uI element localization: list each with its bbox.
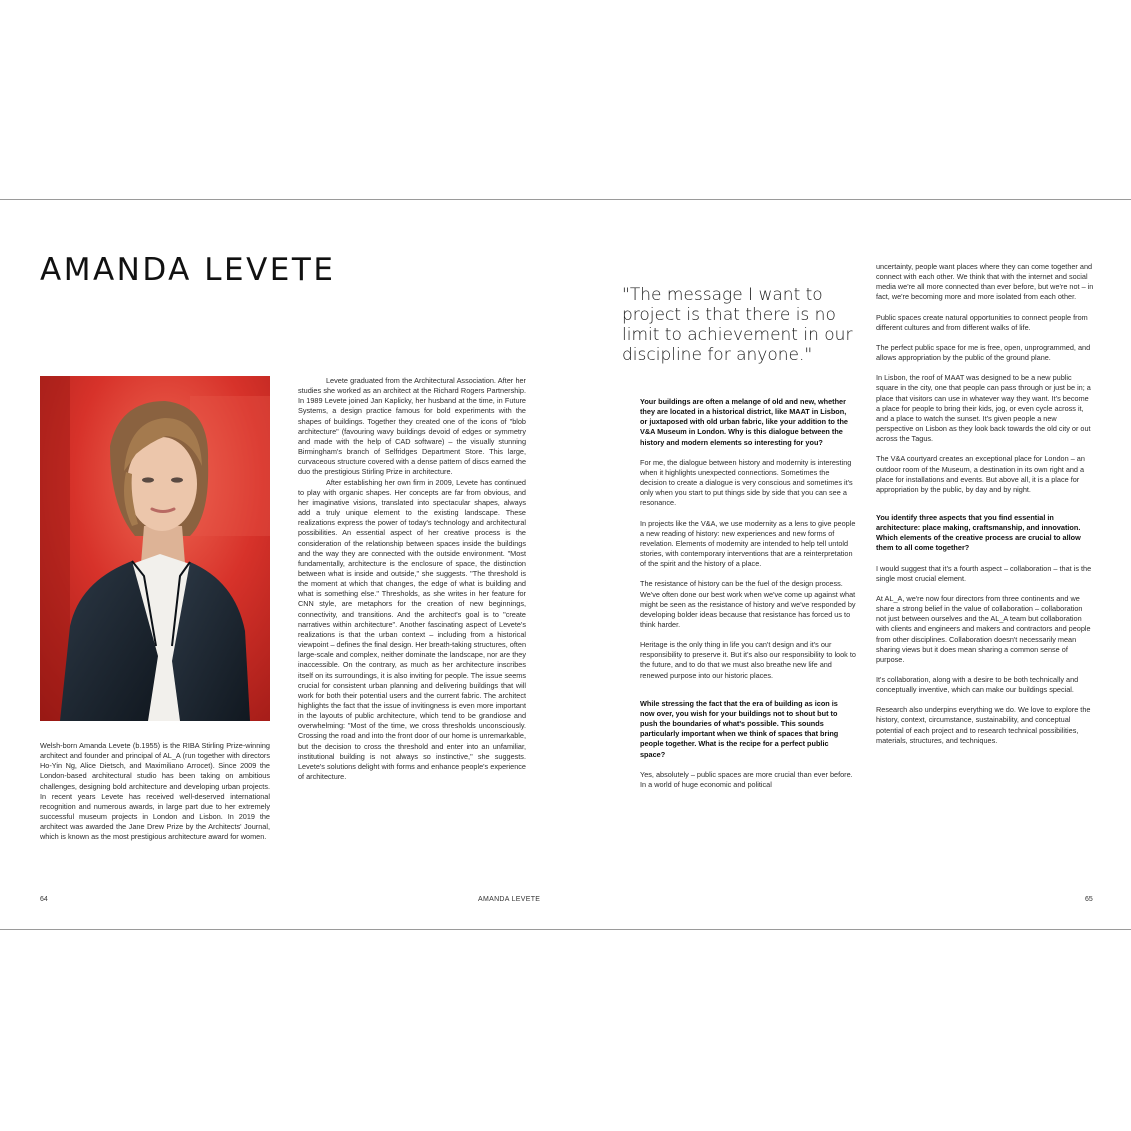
interview-answer: Public spaces create natural opportunities to connect people from different cultures and from different walks of life. bbox=[876, 312, 1088, 332]
interview-answer: The perfect public space for me is free, open, unprogrammed, and allows appropriation by the public of the ground plane. bbox=[876, 342, 1091, 363]
page-title: AMANDA LEVETE bbox=[40, 252, 336, 288]
interview-question: You identify three aspects that you find essential in architecture: place making, craftsmanship, and innovation. Which elements of the creative process are crucial to allow them to all come together? bbox=[876, 512, 1081, 553]
page-number-left: 64 bbox=[40, 896, 48, 903]
interview-answer: At AL_A, we're now four directors from three continents and we share a strong belief in the value of collaboration – collaboration not just between ourselves and the AL_A team but collaboration with clients and engineers and makers and contractors and people from other disciplines. Collaboration doesn't necessarily mean sharing views but it does mean sharing a common sense of purpose. bbox=[876, 593, 1091, 664]
top-rule bbox=[0, 199, 1131, 200]
article-column-4 bbox=[876, 262, 1094, 746]
bio-text bbox=[40, 741, 270, 843]
interview-question: Your buildings are often a melange of old and new, whether they are located in a historical district, like MAAT in Lisbon, or juxtaposed with old urban fabric, like your addition to the V&A Museum in London. Why is this dialogue between the history and modern elements so interesting for you? bbox=[640, 397, 848, 447]
bio-paragraph: Welsh-born Amanda Levete (b.1955) is the RIBA Stirling Prize-winning architect and founder and principal of AL_A (run together with directors Ho-Yin Ng, Alice Dietsch, and Maximiliano Arrocet). Since 2009 the London-based architectural studio has been taking on ambitious challenges, designing bold architecture and developing urban projects. In recent years Levete has received well-deserved international recognition and numerous awards, in large part due to her extremely successful museum projects in London and Lisbon. In 2019 the architect was awarded the Jane Drew Prize by the Architects' Journal, which is known as the most prestigious architecture award for women. bbox=[40, 741, 270, 842]
interview-answer: I would suggest that it's a fourth aspect – collaboration – that is the single most crucial element. bbox=[876, 563, 1092, 583]
page-number-right: 65 bbox=[1085, 896, 1093, 903]
interview-answer: For me, the dialogue between history and modernity is interesting when it highlights unexpected connections. Sometimes the decision to create a dialogue is very conscious and sometimes it's only when you start to put things side by side that you can see a resonance. bbox=[640, 457, 853, 508]
paragraph: Levete graduated from the Architectural Association. After her studies she worked as an architect at the Richard Rogers Partnership. In 1989 Levete joined Jan Kaplicky, her husband at the time, in Future Systems, a design practice famous for bold experiments with the shapes of buildings. Together they created one of the icons of "blob architecture" (favouring wavy buildings devoid of edges or symmetry and made with the help of CAD software) – the visually stunning Birmingham's branch of Selfridges Department Store. This large, curvaceous structure covered with a dense pattern of discs earned the duo the prestigious Stirling Prize in architecture. bbox=[298, 376, 526, 477]
interview-answer: Yes, absolutely – public spaces are more crucial than ever before. In a world of huge economic and political bbox=[640, 769, 853, 789]
interview-answer: It's collaboration, along with a desire to be both technically and conceptually inventive, which can make our buildings special. bbox=[876, 675, 1079, 695]
interview-answer: The resistance of history can be the fuel of the design process. We've often done our best work when we've come up against what might be seen as the resistance of history and we've responded by developing bolder ideas because that resistance has forced us to think harder. bbox=[640, 579, 856, 629]
interview-answer: In projects like the V&A, we use modernity as a lens to give people a new reading of history: new experiences and new forms of revelation. Elements of modernity are intended to help tell untold stories, with contemporary interventions that are a reinterpretation of the spirit and the history of a place. bbox=[640, 518, 856, 569]
bottom-rule bbox=[0, 929, 1131, 930]
interview-question: While stressing the fact that the era of building as icon is now over, you wish for your buildings not to shout but to push the boundaries of what's possible. This sounds particularly important when we think of spaces that bring people together. What is the recipe for a perfect public space? bbox=[640, 698, 839, 759]
interview-answer: uncertainty, people want places where they can come together and connect with each other. We think that with the internet and social media we're all more connected than ever before, but we're not – in fact, we're becoming more and more isolated from each other. bbox=[876, 262, 1094, 302]
paragraph: After establishing her own firm in 2009, Levete has continued to play with organic shapes. Her concepts are far from obvious, and her imaginative visions, translated into spectacular shapes, always add a truly unique element to the existing landscape. These realizations express the power of today's technology and architectural possibilities. An essential aspect of her creative process is the consideration of the relationship between spaces inside the buildings and the way they are connected with the outside environment. "Most fundamentally, architecture is the enclosure of space, the distinction between what is inside and outside," she suggests. "The threshold is the moment at which that changes, the edge of what is building and what is something else." Thresholds, as she writes in her feature for CNN style, are metaphors for the creation of new beginnings, connectivity, and transitions. And the architect's goal is to "create narratives within architecture". Another fascinating aspect of Levete's realizations is that the urban context – including from a historical viewpoint – defines the final design. Her breath-taking structures, often large-scale and complex, neither dominate the landscape, nor are they inaccessible. On the contrary, as much as her architecture inscribes itself on its surroundings, it is also inviting for people. The issue seems crucial for consistent urban planning and delivering buildings that will work for both their potential users and the current fabric. The architect highlights the fact that the issue of invitingness is even more important in the layouts of public architecture, which tend to be grandiose and overwhelming: "Most of the time, we cross thresholds unconsciously. Crossing the road and into the front door of our home is unremarkable, but the decision to cross the threshold and enter into an unfamiliar, institutional building is not always so instinctive," she suggests. Levete's solutions delight with forms and enhance people's experience of architecture. bbox=[298, 477, 526, 782]
interview-answer: Heritage is the only thing in life you can't design and it's our responsibility to preserve it. But it's also our responsibility to look to the future, and to do that we must also breathe new life and renewed purpose into our historic places. bbox=[640, 640, 856, 680]
article-column-3 bbox=[640, 397, 858, 790]
running-head: AMANDA LEVETE bbox=[478, 896, 541, 903]
article-column-2 bbox=[298, 376, 526, 782]
pull-quote: "The message I want to project is that there is no limit to achievement in our discipline for anyone." bbox=[622, 285, 853, 365]
interview-answer: The V&A courtyard creates an exceptional place for London – an outdoor room of the Museum, a destination in its own right and a place for installations and events. But above all, it is a place for appropriation by the public, by day and by night. bbox=[876, 454, 1085, 494]
portrait-photo bbox=[40, 376, 270, 721]
interview-answer: In Lisbon, the roof of MAAT was designed to be a new public square in the city, one that people can pass through or just be in; a place that visitors can use in whatever way they want. It's become a place for people to bring their kids, jog, or even cycle across it, and a place to watch the sunset. It's given people a new perspective on Lisbon as they look back towards the old city or out across the Tagus. bbox=[876, 373, 1091, 444]
interview-answer: Research also underpins everything we do. We love to explore the history, context, circumstance, sustainability, and conceptual potential of each project and to research technical possibilities, materials, structures, and techniques. bbox=[876, 705, 1091, 745]
